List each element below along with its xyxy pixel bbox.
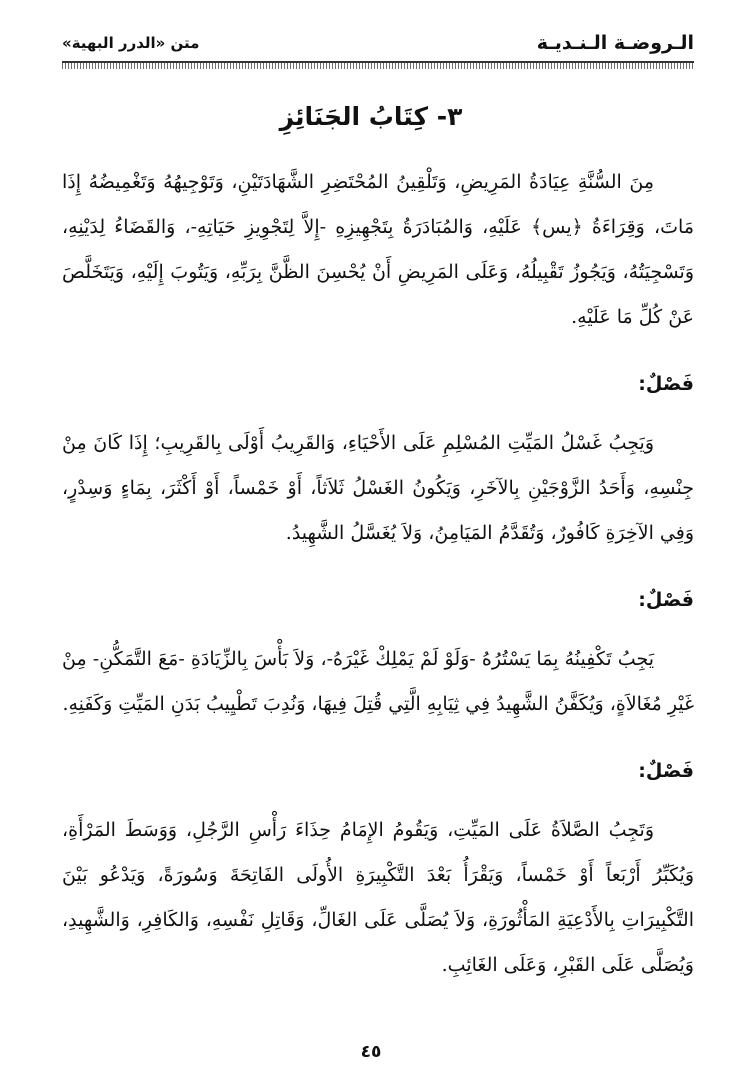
section-heading: فَصْلٌ:: [638, 589, 694, 611]
washing-paragraph: وَيَجِبُ غَسْلُ المَيِّتِ المُسْلِمِ عَلَى الأَحْيَاءِ، وَالقَرِيبُ أَوْلَى بِالقَرِيبِ؛ إِذَا كَانَ مِنْ جِنْسِهِ، وَأَحَدُ الزَّوْجَيْنِ بِالآخَرِ، وَيَكُونُ الغَسْلُ ثَلاَثاً، أَوْ خَمْساً، أَوْ أَكْثَرَ، بِمَاءٍ وَسِدْرٍ، وَفِي الآخِرَةِ كَافُورٌ، وَتُقَدَّمُ المَيَامِنُ، وَلاَ يُغَسَّلُ الشَّهِيدُ.: [62, 432, 694, 544]
book-title: الـروضـة الـنـديـة: [536, 32, 694, 54]
chapter-title: ٣- كِتَابُ الجَنَائِزِ: [279, 102, 463, 131]
shrouding-paragraph: يَجِبُ تَكْفِينُهُ بِمَا يَسْتُرُهُ -وَلَوْ لَمْ يَمْلِكْ غَيْرَهُ-، وَلاَ بَأْسَ بِالزِّيَادَةِ -مَعَ التَّمَكُّنِ- مِنْ غَيْرِ مُغَالاَةٍ، وَيُكَفَّنُ الشَّهِيدُ فِي ثِيَابِهِ الَّتِي قُتِلَ فِيهَا، وَنُدِبَ تَطْيِيبُ بَدَنِ المَيِّتِ وَكَفَنِهِ.: [62, 648, 694, 715]
section-heading: فَصْلٌ:: [638, 373, 694, 395]
running-header: [62, 30, 694, 64]
section-title: متن «الدرر البهية»: [62, 34, 200, 52]
intro-paragraph: مِنَ السُّنَّةِ عِيَادَةُ المَرِيضِ، وَتَلْقِينُ المُحْتَضِرِ الشَّهَادَتَيْنِ، وَتَوْجِيهُهُ وَتَغْمِيضُهُ إِذَا مَاتَ، وَقِرَاءَةُ ﴿يس﴾ عَلَيْهِ، وَالمُبَادَرَةُ بِتَجْهِيزِهِ -إِلاَّ لِتَجْوِيزِ حَيَاتِهِ-، وَالقَضَاءُ لِدَيْنِهِ، وَتَسْجِيَتُهُ، وَيَجُوزُ تَقْبِيلُهُ، وَعَلَى المَرِيضِ أَنْ يُحْسِنَ الظَّنَّ بِرَبِّهِ، وَيَتُوبَ إِلَيْهِ، وَيَتَخَلَّصَ عَنْ كُلِّ مَا عَلَيْهِ.: [62, 171, 694, 328]
prayer-paragraph: وَتَجِبُ الصَّلاَةُ عَلَى المَيِّتِ، وَيَقُومُ الإِمَامُ حِذَاءَ رَأْسِ الرَّجُلِ، وَوَسَطَ المَرْأَةِ، وَيُكَبِّرُ أَرْبَعاً أَوْ خَمْساً، وَيَقْرَأُ بَعْدَ التَّكْبِيرَةِ الأُولَى الفَاتِحَةَ وَسُورَةً، وَيَدْعُو بَيْنَ التَّكْبِيرَاتِ بِالأَدْعِيَةِ المَأْثُورَةِ، وَلاَ يُصَلَّى عَلَى الغَالِّ، وَقَاتِلِ نَفْسِهِ، وَالكَافِرِ، وَالشَّهِيدِ، وَيُصَلَّى عَلَى القَبْرِ، وَعَلَى الغَائِبِ.: [62, 819, 694, 976]
header-divider: [62, 61, 694, 69]
page-number: ٤٥: [360, 1042, 382, 1062]
page-body: [62, 160, 694, 988]
section-heading: فَصْلٌ:: [638, 760, 694, 782]
